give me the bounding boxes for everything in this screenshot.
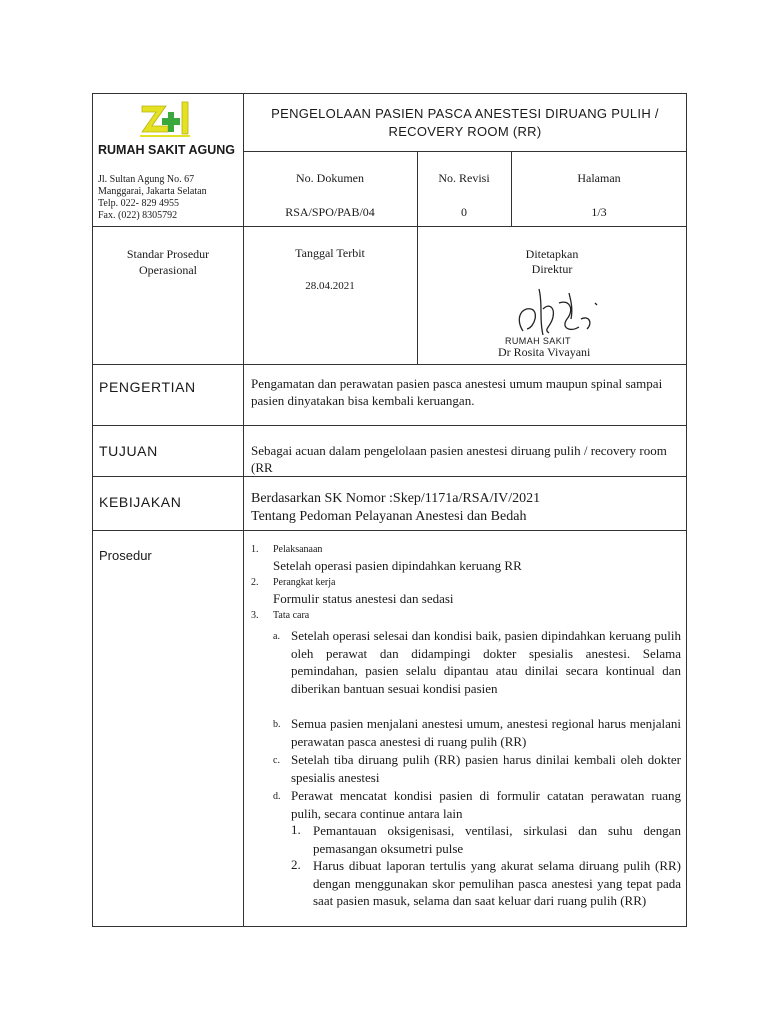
item-mark: a.: [273, 631, 280, 642]
address-line-1: Jl. Sultan Agung No. 67: [98, 174, 195, 185]
fax-line: Fax. (022) 8305792: [98, 210, 178, 221]
tujuan-text: Sebagai acuan dalam pengelolaan pasien anestesi diruang pulih / recovery room (RR: [251, 443, 667, 475]
item-mark: b.: [273, 719, 281, 730]
prosedur-label: Prosedur: [99, 548, 152, 563]
ditetapkan-label: Ditetapkan: [525, 247, 579, 261]
sub-item-text: Harus dibuat laporan tertulis yang akurat selama diruang pulih (RR) dengan menggunakan skor pemulihan pasca anestesi yang tepat pada saat pasien masuk, selama dan saat keluar dari ruang pulih (RR): [313, 858, 681, 908]
item-body: Formulir status anestesi dan sedasi: [273, 591, 454, 606]
tata-cara-item: [251, 627, 681, 715]
tujuan-bottom-line: [93, 476, 687, 477]
prosedur-item: [251, 577, 681, 610]
sop-document: [92, 93, 687, 927]
hospital-block: [93, 94, 243, 226]
kebijakan-label: KEBIJAKAN: [99, 494, 182, 510]
item-text: Perawat mencatat kondisi pasien di formulir catatan perawatan ruang pulih, secara continue antara lain: [291, 788, 681, 821]
tata-cara-item: [251, 751, 681, 787]
hospital-address: [98, 174, 243, 222]
item-title: Perangkat kerja: [273, 577, 336, 588]
sub-item-text: Pemantauan oksigenisasi, ventilasi, sirkulasi dan suhu dengan pemasangan oksumetri pulse: [313, 823, 681, 856]
sub-item-number: 2.: [291, 857, 301, 872]
item-mark: c.: [273, 755, 280, 766]
no-revisi-value: 0: [461, 205, 467, 219]
hospital-logo-icon: [138, 100, 194, 144]
item-title: Tata cara: [273, 610, 310, 621]
halaman-label: Halaman: [577, 171, 621, 185]
tanggal-terbit-label: Tanggal Terbit: [295, 246, 365, 260]
tanggal-terbit-value: 28.04.2021: [305, 280, 355, 292]
item-body: Setelah operasi pasien dipindahkan keruang RR: [273, 558, 522, 573]
pengertian-text: Pengamatan dan perawatan pasien pasca anestesi umum maupun spinal sampai pasien dinyatakan bisa kembali keruangan.: [251, 376, 663, 408]
tujuan-label: TUJUAN: [99, 443, 158, 459]
prosedur-list: [251, 544, 681, 910]
item-number: 1.: [251, 544, 259, 555]
document-title: PENGELOLAAN PASIEN PASCA ANESTESI DIRUANG PULIH / RECOVERY ROOM (RR): [271, 106, 659, 139]
sub-item: [251, 822, 681, 857]
hospital-name: RUMAH SAKIT AGUNG: [98, 143, 236, 157]
kebijakan-pedoman-line: Tentang Pedoman Pelayanan Anestesi dan Bedah: [251, 509, 527, 524]
header-bottom-line: [93, 226, 687, 227]
hospital-stamp: RUMAH SAKIT: [505, 336, 571, 346]
sop-bottom-line: [93, 364, 687, 365]
phone-line: Telp. 022- 829 4955: [98, 198, 179, 209]
item-number: 3.: [251, 610, 259, 621]
halaman-value: 1/3: [591, 205, 607, 219]
prosedur-item: [251, 544, 681, 577]
signer-name: Dr Rosita Vivayani: [498, 345, 591, 359]
hospital-logo: [138, 100, 194, 144]
sop-label-line-2: Operasional: [139, 263, 197, 277]
item-title: Pelaksanaan: [273, 544, 323, 555]
kebijakan-text: [251, 490, 681, 526]
sop-label: [93, 246, 243, 278]
item-number: 2.: [251, 577, 259, 588]
sub-item: [251, 857, 681, 910]
no-dokumen-value: RSA/SPO/PAB/04: [285, 205, 375, 219]
header-divider: [243, 151, 687, 152]
item-mark: d.: [273, 791, 281, 802]
no-dokumen-label: No. Dokumen: [296, 171, 364, 185]
item-text: Setelah tiba diruang pulih (RR) pasien harus dinilai kembali oleh dokter spesialis anestesi: [291, 752, 681, 785]
no-revisi-label: No. Revisi: [438, 171, 490, 185]
sub-item-number: 1.: [291, 822, 301, 837]
address-line-2: Manggarai, Jakarta Selatan: [98, 186, 207, 197]
kebijakan-bottom-line: [93, 530, 687, 531]
sop-label-line-1: Standar Prosedur: [126, 247, 210, 261]
approval-block: [417, 247, 687, 277]
item-text: Setelah operasi selesai dan kondisi baik, pasien dipindahkan keruang pulih oleh perawat dan didampingi dokter spesialis anestesi. Selama pemindahan, pasien selalu dipantau atau dinilai secara kontinual dan diberikan bantuan sesuai kondisi pasien: [291, 628, 681, 696]
tata-cara-item: [251, 787, 681, 822]
tata-cara-item: [251, 715, 681, 751]
prosedur-item: [251, 610, 681, 624]
direktur-label: Direktur: [531, 262, 573, 276]
item-text: Semua pasien menjalani anestesi umum, anestesi regional harus menjalani perawatan pasca anestesi di ruang pulih (RR): [291, 716, 681, 749]
pengertian-label: PENGERTIAN: [99, 379, 196, 395]
kebijakan-sk-line: Berdasarkan SK Nomor :Skep/1171a/RSA/IV/2021: [251, 491, 541, 506]
tata-cara-list: [251, 627, 681, 910]
pengertian-bottom-line: [93, 425, 687, 426]
